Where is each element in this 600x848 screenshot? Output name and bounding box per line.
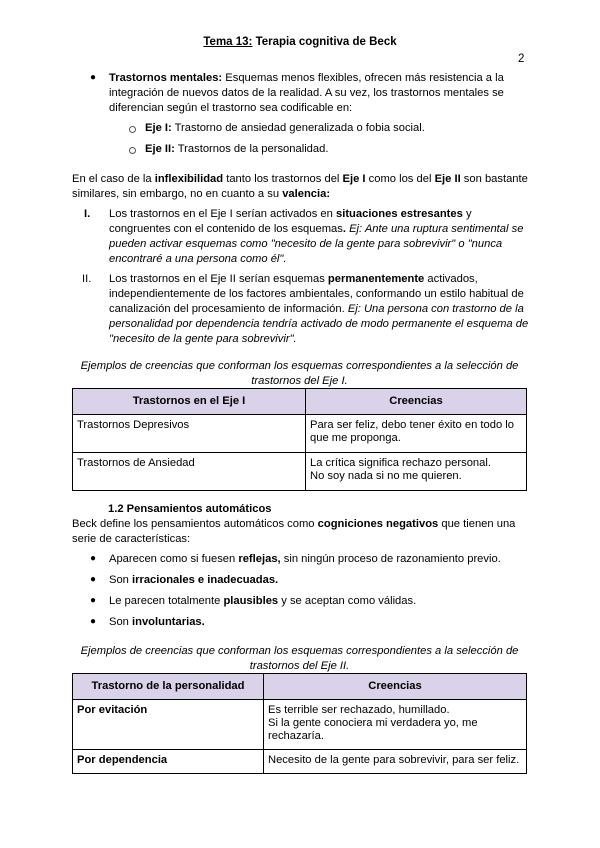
section-heading: 1.2 Pensamientos automáticos xyxy=(108,503,272,515)
beliefs-cell xyxy=(306,415,527,453)
bullet-icon: ● xyxy=(90,553,97,564)
roman-item-ii xyxy=(109,272,539,347)
bullet-icon: ● xyxy=(90,595,97,606)
example-text: pueden activar esquemas como "necesito de la gente para sobrevivir" o "nunca xyxy=(109,238,503,250)
text: Los trastornos en el Eje I serían activados en xyxy=(109,208,336,220)
table-header-row xyxy=(73,389,527,415)
belief-line: La crítica significa rechazo personal. xyxy=(310,457,491,469)
text: que tienen una xyxy=(438,518,516,530)
bullet-icon: ● xyxy=(90,574,97,585)
disorder-cell: Por dependencia xyxy=(73,750,264,774)
table-row xyxy=(73,750,527,774)
bold-term: irracionales e inadecuadas. xyxy=(132,574,279,586)
text: independientemente de los factores ambientales, conformando un estilo habitual de xyxy=(109,288,524,300)
example-text: encontraré a una persona como él". xyxy=(109,253,287,265)
text: Beck define los pensamientos automáticos como xyxy=(72,518,318,530)
beliefs-cell xyxy=(306,453,527,491)
text: integración de nuevos datos de la realidad. A su vez, los trastornos mentales se xyxy=(109,87,504,99)
bold-term: Eje II xyxy=(434,173,461,185)
beliefs-cell xyxy=(264,750,527,774)
characteristic-item xyxy=(109,573,278,588)
bold-term: Trastornos mentales: xyxy=(109,72,223,84)
text: activados, xyxy=(424,273,478,285)
title-text: Terapia cognitiva de Beck xyxy=(252,36,397,48)
bullet-icon: ● xyxy=(90,72,97,83)
bold-term: plausibles xyxy=(223,595,279,607)
text: diferencian según el trastorno sea codificable en: xyxy=(109,102,353,114)
circle-bullet-icon xyxy=(129,147,136,154)
disorder-cell: Trastornos Depresivos xyxy=(73,415,306,453)
disorder-cell: Trastornos de Ansiedad xyxy=(73,453,306,491)
belief-line: Si la gente conociera mi verdadera yo, me xyxy=(268,717,478,729)
table-eje-ii xyxy=(72,673,527,774)
column-header: Creencias xyxy=(264,674,527,700)
belief-line: Es terrible ser rechazado, humillado. xyxy=(268,704,450,716)
bold-term: permanentemente xyxy=(327,273,425,285)
roman-marker-ii: II. xyxy=(82,273,92,285)
text: Esquemas menos flexibles, ofrecen más resistencia a la xyxy=(222,72,504,84)
text: canalización del procesamiento de información. xyxy=(109,303,348,315)
section-intro xyxy=(72,517,542,547)
bold-term: inflexibilidad xyxy=(154,173,224,185)
table-row xyxy=(73,700,527,750)
roman-marker-i: I. xyxy=(84,208,91,220)
text: y xyxy=(462,208,472,220)
caption-text: trastornos del Eje II. xyxy=(249,660,350,672)
text: Le parecen totalmente xyxy=(109,595,224,607)
text: Son xyxy=(109,616,133,628)
bold-term: reflejas, xyxy=(238,553,281,565)
belief-line: Necesito de la gente para sobrevivir, para ser feliz. xyxy=(268,754,520,766)
text: En el caso de la xyxy=(72,173,155,185)
text: Trastorno de ansiedad generalizada o fobia social. xyxy=(171,122,425,134)
inflexibility-paragraph xyxy=(72,172,542,202)
characteristic-item xyxy=(109,615,205,630)
bold-term: Eje I xyxy=(342,173,366,185)
circle-bullet-icon xyxy=(129,126,136,133)
column-header: Trastorno de la personalidad xyxy=(73,674,264,700)
example-text: "necesito de la gente para sobrevivir". xyxy=(109,333,297,345)
title-topic-number: Tema 13: xyxy=(203,36,253,48)
belief-line: rechazaría. xyxy=(268,730,324,742)
bold-term: Eje I: xyxy=(145,122,172,134)
text: sin ningún proceso de razonamiento previo. xyxy=(280,553,501,565)
column-header: Trastornos en el Eje I xyxy=(73,389,306,415)
text: tanto los trastornos del xyxy=(223,173,343,185)
belief-line: que me proponga. xyxy=(310,432,401,444)
text: como los del xyxy=(365,173,435,185)
table-header-row xyxy=(73,674,527,700)
example-text: personalidad por dependencia tendría activado de modo permanente el esquema de xyxy=(109,318,529,330)
text: Trastornos de la personalidad. xyxy=(174,143,329,155)
caption-text: trastornos del Eje I. xyxy=(251,375,348,387)
sub-item-eje-i xyxy=(145,121,425,136)
sub-item-eje-ii xyxy=(145,142,328,157)
roman-item-i xyxy=(109,207,539,267)
caption-text: Ejemplos de creencias que conforman los esquemas correspondientes a la selección de xyxy=(80,360,519,372)
text: Son xyxy=(109,574,133,586)
disorder-cell: Por evitación xyxy=(73,700,264,750)
table2-caption xyxy=(72,644,527,674)
example-text: Ej: Una persona con trastorno de la xyxy=(347,303,524,315)
bold-term: Eje II: xyxy=(145,143,175,155)
column-header: Creencias xyxy=(306,389,527,415)
characteristic-item xyxy=(109,552,501,567)
bold-term: involuntarias. xyxy=(132,616,205,628)
intro-bullet xyxy=(109,71,539,116)
table-row xyxy=(73,415,527,453)
bold-term: valencia: xyxy=(282,188,331,200)
text: similares, sin embargo, no en cuanto a su xyxy=(72,188,283,200)
page-title xyxy=(0,36,600,48)
table-row xyxy=(73,453,527,491)
belief-line: Para ser feliz, debo tener éxito en todo lo xyxy=(310,419,514,431)
text: son bastante xyxy=(460,173,528,185)
page-number: 2 xyxy=(518,53,525,65)
text: Los trastornos en el Eje II serían esquemas xyxy=(109,273,328,285)
text: Aparecen como si fuesen xyxy=(109,553,239,565)
bullet-icon: ● xyxy=(90,616,97,627)
text: serie de características: xyxy=(72,533,191,545)
table-eje-i xyxy=(72,388,527,491)
belief-line: No soy nada si no me quieren. xyxy=(310,470,462,482)
bold-term: situaciones estresantes xyxy=(335,208,463,220)
example-text: Ej: Ante una ruptura sentimental se xyxy=(345,223,524,235)
beliefs-cell xyxy=(264,700,527,750)
table1-caption xyxy=(72,359,527,389)
text: . xyxy=(342,223,346,235)
characteristic-item xyxy=(109,594,416,609)
text: congruentes con el contenido de los esquemas xyxy=(109,223,343,235)
bold-term: cogniciones negativos xyxy=(317,518,439,530)
caption-text: Ejemplos de creencias que conforman los esquemas correspondientes a la selección de xyxy=(80,645,519,657)
text: y se aceptan como válidas. xyxy=(278,595,417,607)
